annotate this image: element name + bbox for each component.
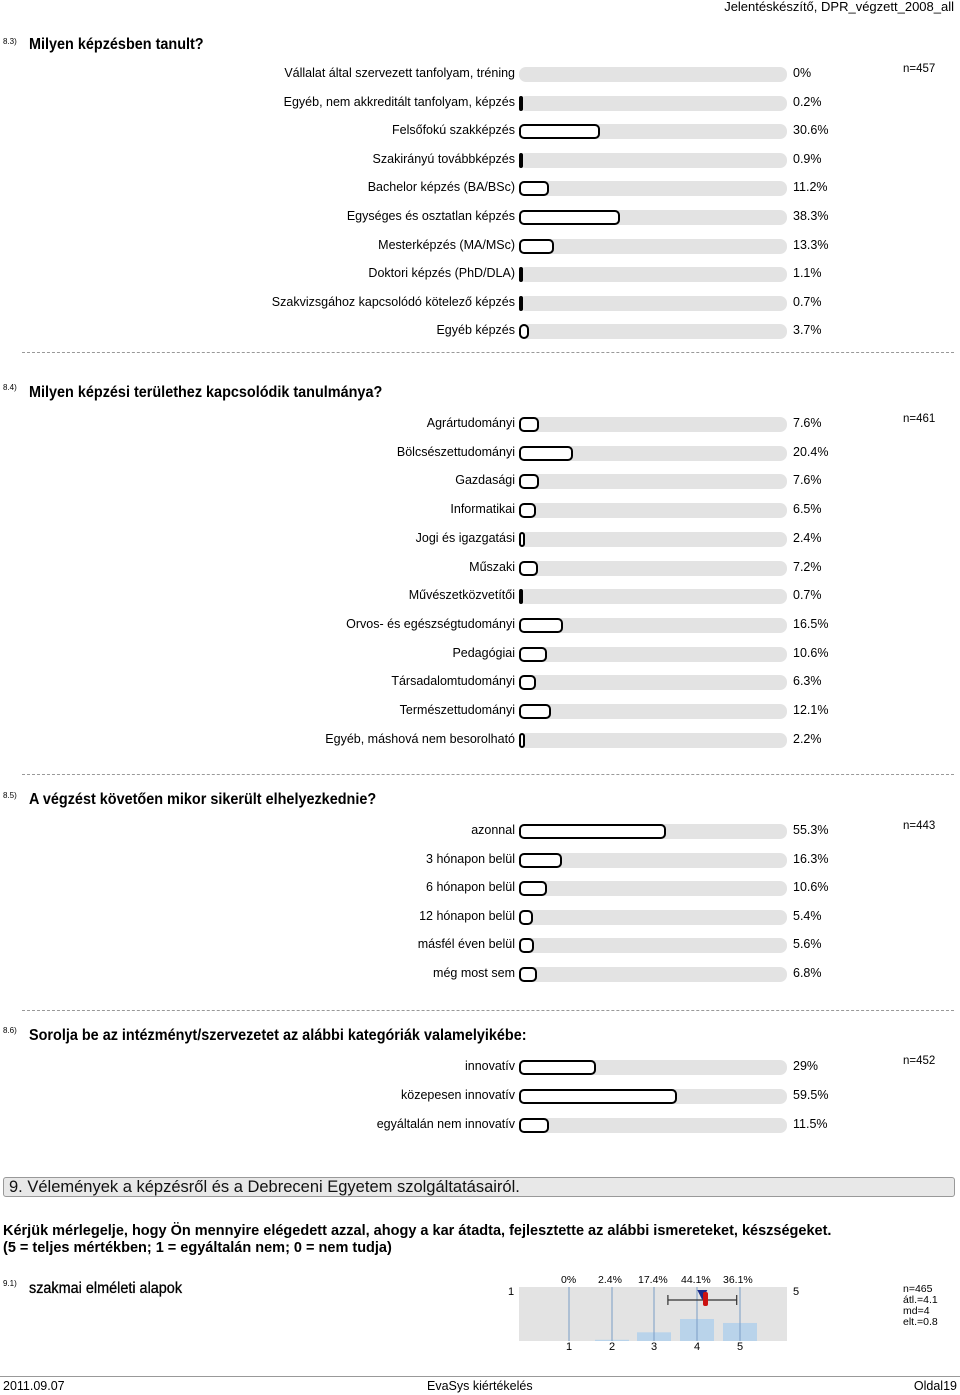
question-title: Milyen képzési területhez kapcsolódik tanulmánya? xyxy=(29,384,383,401)
option-label: 6 hónapon belül xyxy=(426,880,515,894)
bar-track xyxy=(519,96,787,111)
bar-track xyxy=(519,733,787,748)
histogram-pct-1: 0% xyxy=(561,1274,577,1286)
histogram-pct-2: 2.4% xyxy=(598,1274,622,1286)
section-header xyxy=(3,1177,955,1197)
footer-page: Oldal19 xyxy=(913,1379,957,1393)
option-label: Természettudományi xyxy=(399,703,515,717)
median-marker xyxy=(703,1292,708,1306)
percentage-value: 59.5% xyxy=(793,1088,829,1102)
percentage-bar xyxy=(519,417,539,432)
footer-date: 2011.09.07 xyxy=(3,1379,65,1393)
option-label: 3 hónapon belül xyxy=(426,852,515,866)
question-number: 8.4) xyxy=(3,383,17,392)
option-label: Vállalat által szervezett tanfolyam, tréning xyxy=(284,66,515,80)
option-label: Agrártudományi xyxy=(426,416,515,430)
scale-tick-4: 4 xyxy=(694,1341,701,1353)
percentage-bar xyxy=(519,324,529,339)
percentage-value: 2.2% xyxy=(793,732,822,746)
percentage-bar xyxy=(519,938,534,953)
separator xyxy=(22,1010,954,1011)
percentage-value: 16.3% xyxy=(793,852,829,866)
percentage-value: 0.7% xyxy=(793,588,822,602)
scale-left-anchor: 1 xyxy=(508,1286,515,1298)
percentage-value: 29% xyxy=(793,1059,819,1073)
percentage-value: 10.6% xyxy=(793,646,829,660)
option-label: Társadalomtudományi xyxy=(391,674,515,688)
bar-track xyxy=(519,67,787,82)
percentage-bar xyxy=(519,733,525,748)
percentage-value: 0.9% xyxy=(793,152,822,166)
histogram-chart xyxy=(519,1287,787,1341)
percentage-bar xyxy=(519,824,666,839)
scale-tick-5: 5 xyxy=(737,1341,744,1353)
percentage-value: 13.3% xyxy=(793,238,829,252)
percentage-value: 10.6% xyxy=(793,880,829,894)
percentage-bar xyxy=(519,647,547,662)
percentage-bar xyxy=(519,675,536,690)
scale-tick-2: 2 xyxy=(609,1341,616,1353)
percentage-value: 7.2% xyxy=(793,560,822,574)
respondent-count: n=443 xyxy=(903,820,936,832)
option-label: Műszaki xyxy=(469,560,515,574)
bar-track xyxy=(519,675,787,690)
bar-track xyxy=(519,417,787,432)
header-title: Jelentéskészítő, DPR_végzett_2008_all xyxy=(724,0,954,14)
question-title: Milyen képzésben tanult? xyxy=(29,36,204,53)
percentage-value: 0% xyxy=(793,66,812,80)
respondent-count: n=457 xyxy=(903,63,936,75)
option-label: Jogi és igazgatási xyxy=(415,531,515,545)
option-label: Egyéb képzés xyxy=(436,323,515,337)
bar-track xyxy=(519,239,787,254)
option-label: innovatív xyxy=(464,1059,515,1073)
percentage-value: 38.3% xyxy=(793,209,829,223)
percentage-bar xyxy=(519,881,547,896)
question-number: 9.1) xyxy=(3,1279,17,1288)
percentage-bar xyxy=(519,96,523,111)
percentage-bar xyxy=(519,503,536,518)
bar-track xyxy=(519,561,787,576)
respondent-count: n=461 xyxy=(903,413,936,425)
scale-tick-1: 1 xyxy=(566,1341,573,1353)
bar-track xyxy=(519,1118,787,1133)
percentage-value: 30.6% xyxy=(793,123,829,137)
bar-track xyxy=(519,474,787,489)
percentage-value: 11.2% xyxy=(793,180,828,194)
footer-divider xyxy=(0,1376,960,1377)
separator xyxy=(22,352,954,353)
percentage-value: 12.1% xyxy=(793,703,829,717)
percentage-value: 0.7% xyxy=(793,295,822,309)
scale-tick-3: 3 xyxy=(651,1341,658,1353)
percentage-bar xyxy=(519,1089,677,1104)
option-label: Szakvizsgához kapcsolódó kötelező képzés xyxy=(271,295,515,309)
bar-track xyxy=(519,910,787,925)
stat-mean: átl.=4.1 xyxy=(903,1294,938,1306)
percentage-value: 7.6% xyxy=(793,473,822,487)
option-label: egyáltalán nem innovatív xyxy=(376,1117,515,1131)
percentage-bar xyxy=(519,704,551,719)
option-label: Doktori képzés (PhD/DLA) xyxy=(368,266,515,280)
question-number: 8.6) xyxy=(3,1026,17,1035)
histogram-pct-3: 17.4% xyxy=(638,1274,668,1286)
question-title: A végzést követően mikor sikerült elhelyezkednie? xyxy=(29,791,377,808)
percentage-value: 6.3% xyxy=(793,674,822,688)
percentage-bar xyxy=(519,181,549,196)
percentage-bar xyxy=(519,124,600,139)
percentage-value: 6.5% xyxy=(793,502,822,516)
option-label: Gazdasági xyxy=(455,473,515,487)
question-number: 8.3) xyxy=(3,37,17,46)
percentage-bar xyxy=(519,618,563,633)
percentage-value: 16.5% xyxy=(793,617,829,631)
section-title: 9. Vélemények a képzésről és a Debreceni Egyetem szolgáltatásairól. xyxy=(9,1178,520,1196)
option-label: még most sem xyxy=(433,966,515,980)
bar-track xyxy=(519,704,787,719)
percentage-bar xyxy=(519,474,539,489)
histogram-pct-4: 44.1% xyxy=(681,1274,711,1286)
stat-n: n=465 xyxy=(903,1283,933,1295)
percentage-value: 6.8% xyxy=(793,966,822,980)
percentage-value: 1.1% xyxy=(793,266,822,280)
bar-track xyxy=(519,296,787,311)
instruction-line-2: (5 = teljes mértékben; 1 = egyáltalán nem; 0 = nem tudja) xyxy=(3,1240,392,1256)
histogram-pct-5: 36.1% xyxy=(723,1274,753,1286)
percentage-bar xyxy=(519,296,523,311)
bar-track xyxy=(519,647,787,662)
bar-track xyxy=(519,967,787,982)
bar-track xyxy=(519,153,787,168)
percentage-value: 5.4% xyxy=(793,909,822,923)
percentage-bar xyxy=(519,532,525,547)
percentage-value: 5.6% xyxy=(793,937,822,951)
bar-track xyxy=(519,532,787,547)
percentage-bar xyxy=(519,561,538,576)
percentage-bar xyxy=(519,589,523,604)
percentage-value: 3.7% xyxy=(793,323,822,337)
percentage-bar xyxy=(519,910,533,925)
footer-center: EvaSys kiértékelés xyxy=(427,1379,533,1393)
percentage-value: 11.5% xyxy=(793,1117,828,1131)
option-label: Bachelor képzés (BA/BSc) xyxy=(367,180,515,194)
bar-track xyxy=(519,503,787,518)
bar-track xyxy=(519,267,787,282)
option-label: Mesterképzés (MA/MSc) xyxy=(378,238,515,252)
bar-track xyxy=(519,181,787,196)
option-label: 12 hónapon belül xyxy=(419,909,515,923)
percentage-value: 0.2% xyxy=(793,95,822,109)
percentage-bar xyxy=(519,967,537,982)
question-title: Sorolja be az intézményt/szervezetet az alábbi kategóriák valamelyikébe: xyxy=(29,1027,527,1044)
bar-track xyxy=(519,938,787,953)
separator xyxy=(22,774,954,775)
percentage-bar xyxy=(519,267,523,282)
bar-track xyxy=(519,324,787,339)
option-label: másfél éven belül xyxy=(417,937,515,951)
option-label: Egyéb, nem akkreditált tanfolyam, képzés xyxy=(283,95,515,109)
percentage-bar xyxy=(519,1060,596,1075)
question-number: 8.5) xyxy=(3,791,17,800)
bar-track xyxy=(519,589,787,604)
option-label: Felsőfokú szakképzés xyxy=(392,123,515,137)
instruction-line-1: Kérjük mérlegelje, hogy Ön mennyire elégedett azzal, ahogy a kar átadta, fejlesztette az alábbi ismereteket, készségeket. xyxy=(3,1223,832,1239)
bar-track xyxy=(519,881,787,896)
question-title: szakmai elméleti alapok xyxy=(29,1280,183,1297)
option-label: Egyéb, máshová nem besorolható xyxy=(325,732,515,746)
percentage-bar xyxy=(519,446,573,461)
option-label: Pedagógiai xyxy=(452,646,515,660)
percentage-value: 2.4% xyxy=(793,531,822,545)
scale-right-anchor: 5 xyxy=(793,1286,800,1298)
option-label: Művészetközvetítői xyxy=(408,588,515,602)
option-label: Szakirányú továbbképzés xyxy=(372,152,515,166)
percentage-value: 20.4% xyxy=(793,445,829,459)
option-label: azonnal xyxy=(471,823,515,837)
option-label: Egységes és osztatlan képzés xyxy=(346,209,515,223)
option-label: Orvos- és egészségtudományi xyxy=(346,617,515,631)
stat-median: md=4 xyxy=(903,1305,930,1317)
percentage-bar xyxy=(519,210,620,225)
percentage-value: 55.3% xyxy=(793,823,829,837)
stat-sd: elt.=0.8 xyxy=(903,1316,938,1328)
option-label: közepesen innovatív xyxy=(401,1088,515,1102)
percentage-bar xyxy=(519,153,523,168)
percentage-bar xyxy=(519,1118,549,1133)
percentage-value: 7.6% xyxy=(793,416,822,430)
option-label: Bölcsészettudományi xyxy=(396,445,515,459)
option-label: Informatikai xyxy=(450,502,515,516)
respondent-count: n=452 xyxy=(903,1055,936,1067)
percentage-bar xyxy=(519,853,562,868)
percentage-bar xyxy=(519,239,554,254)
